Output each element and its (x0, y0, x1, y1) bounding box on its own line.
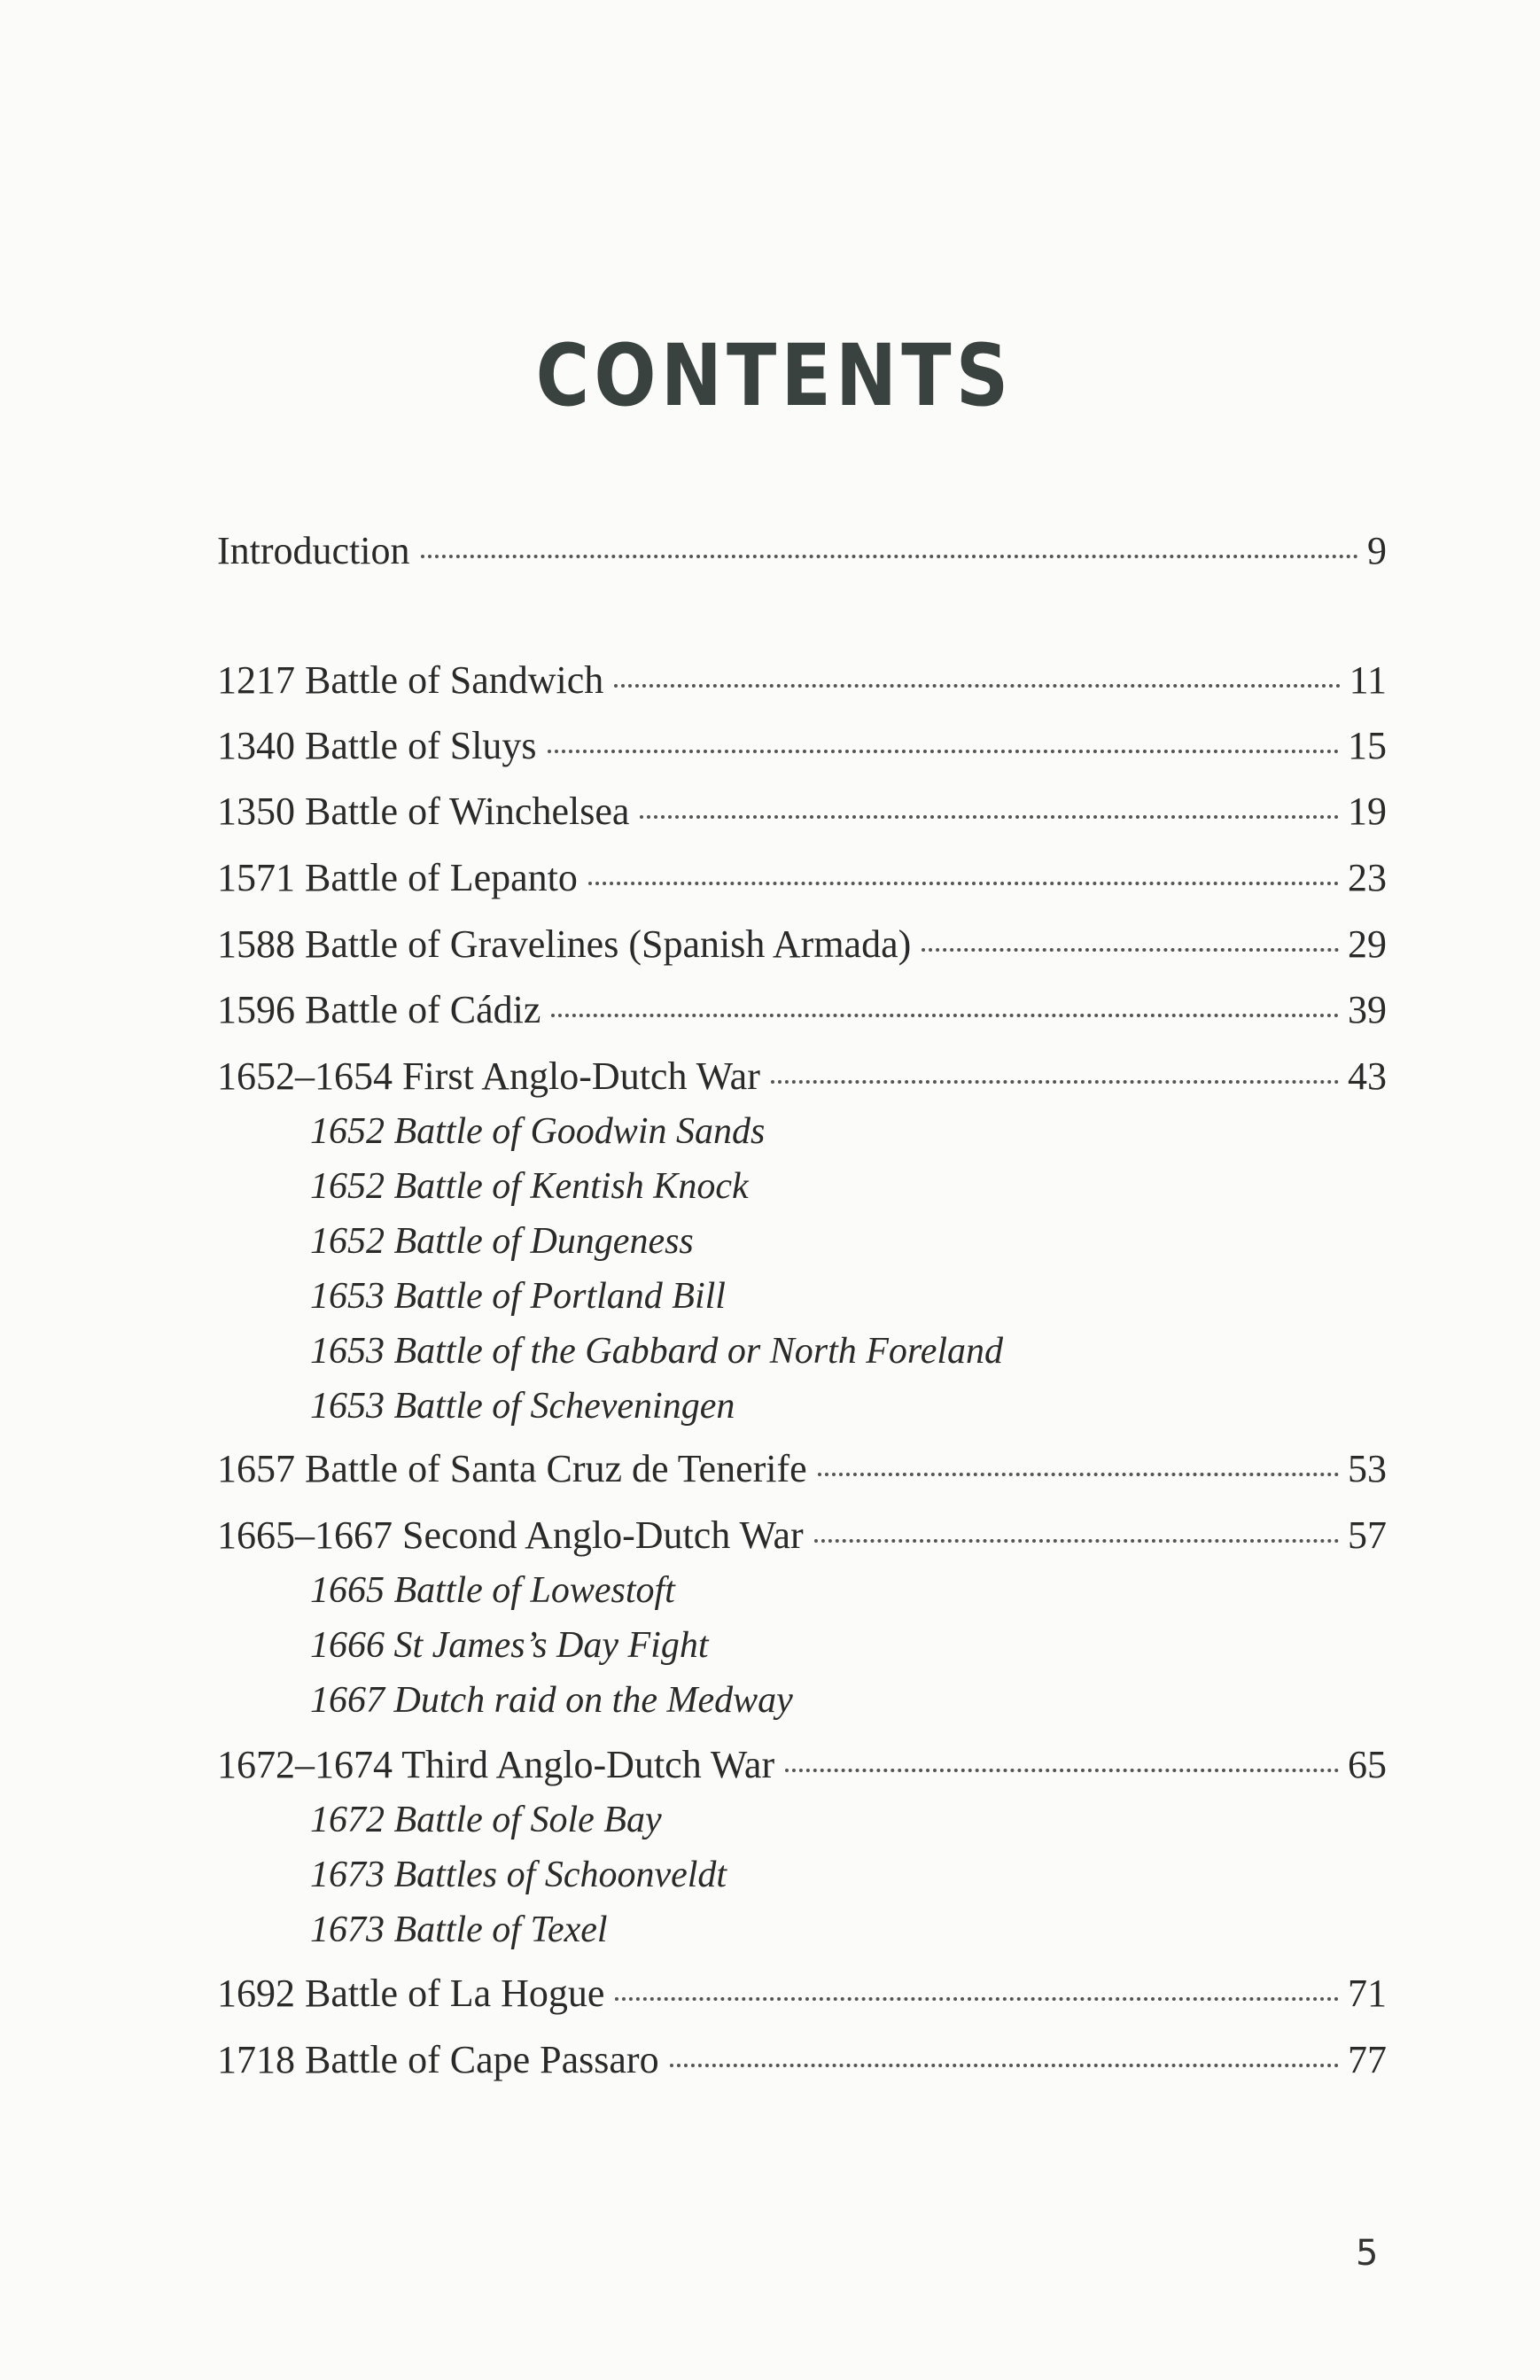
toc-entry-label: 1652–1654 First Anglo-Dutch War (217, 1054, 760, 1098)
toc-entry-sandwich[interactable] (217, 654, 1387, 707)
dot-leader (818, 1473, 1339, 1476)
toc-entry-page: 71 (1348, 1972, 1387, 2015)
toc-subentry: 1653 Battle of the Gabbard or North Foreland (310, 1331, 1004, 1372)
dot-leader (771, 1080, 1339, 1084)
toc-entry-third-anglo-dutch-war[interactable] (217, 1738, 1387, 1792)
toc-entry-page: 43 (1348, 1054, 1387, 1098)
dot-leader (615, 1997, 1339, 2001)
toc-subentry: 1653 Battle of Scheveningen (310, 1386, 735, 1427)
toc-entry-label: 1692 Battle of La Hogue (217, 1972, 605, 2015)
dot-leader (814, 1539, 1339, 1543)
toc-entry-winchelsea[interactable] (217, 785, 1387, 838)
dot-leader (614, 684, 1340, 688)
toc-entry-la-hogue[interactable] (217, 1967, 1387, 2020)
toc-entry-label: 1340 Battle of Sluys (217, 724, 537, 767)
dot-leader (640, 815, 1339, 819)
toc-entry-cadiz[interactable] (217, 984, 1387, 1037)
toc-entry-page: 65 (1348, 1743, 1387, 1786)
toc-entry-lepanto[interactable] (217, 852, 1387, 905)
toc-entry-label: Introduction (217, 529, 410, 572)
toc-entry-label: 1596 Battle of Cádiz (217, 988, 541, 1031)
toc-entry-label: 1657 Battle of Santa Cruz de Tenerife (217, 1447, 807, 1490)
toc-entry-page: 9 (1367, 529, 1387, 572)
toc-entry-second-anglo-dutch-war[interactable] (217, 1509, 1387, 1562)
dot-leader (421, 555, 1358, 558)
page-title: CONTENTS (535, 326, 1014, 425)
toc-subentry: 1672 Battle of Sole Bay (310, 1800, 662, 1840)
dot-leader (588, 882, 1339, 885)
toc-entry-first-anglo-dutch-war[interactable] (217, 1050, 1387, 1103)
toc-entry-introduction[interactable] (217, 525, 1387, 578)
toc-subentry: 1652 Battle of Dungeness (310, 1221, 694, 1262)
toc-subentry: 1665 Battle of Lowestoft (310, 1570, 675, 1611)
toc-entry-label: 1217 Battle of Sandwich (217, 658, 604, 702)
toc-subentry: 1652 Battle of Goodwin Sands (310, 1111, 766, 1152)
toc-entry-page: 77 (1348, 2038, 1387, 2081)
toc-subentry: 1666 St James’s Day Fight (310, 1625, 709, 1666)
toc-entry-page: 19 (1348, 789, 1387, 833)
page-number: 5 (1356, 2233, 1379, 2274)
toc-subentry: 1667 Dutch raid on the Medway (310, 1680, 793, 1721)
dot-leader (548, 750, 1339, 753)
toc-entry-page: 23 (1348, 856, 1387, 899)
toc-entry-sluys[interactable] (217, 719, 1387, 773)
toc-subentry: 1673 Battles of Schoonveldt (310, 1855, 727, 1895)
dot-leader (785, 1769, 1339, 1772)
toc-entry-page: 53 (1348, 1447, 1387, 1490)
dot-leader (551, 1014, 1339, 1017)
toc-entry-page: 57 (1348, 1513, 1387, 1557)
toc-entry-page: 15 (1348, 724, 1387, 767)
toc-entry-page: 39 (1348, 988, 1387, 1031)
toc-entry-page: 29 (1348, 922, 1387, 966)
dot-leader (670, 2064, 1339, 2067)
toc-entry-cape-passaro[interactable] (217, 2034, 1387, 2087)
toc-subentry: 1653 Battle of Portland Bill (310, 1276, 726, 1317)
toc-entry-santa-cruz[interactable] (217, 1443, 1387, 1496)
toc-entry-label: 1350 Battle of Winchelsea (217, 789, 630, 833)
toc-subentry: 1652 Battle of Kentish Knock (310, 1166, 749, 1207)
toc-entry-label: 1672–1674 Third Anglo-Dutch War (217, 1743, 775, 1786)
toc-entry-gravelines[interactable] (217, 918, 1387, 971)
toc-entry-label: 1571 Battle of Lepanto (217, 856, 578, 899)
toc-entry-page: 11 (1349, 658, 1387, 702)
dot-leader (922, 948, 1339, 952)
toc-entry-label: 1588 Battle of Gravelines (Spanish Armada) (217, 922, 912, 966)
toc-entry-label: 1718 Battle of Cape Passaro (217, 2038, 659, 2081)
toc-subentry: 1673 Battle of Texel (310, 1909, 608, 1950)
toc-entry-label: 1665–1667 Second Anglo-Dutch War (217, 1513, 804, 1557)
